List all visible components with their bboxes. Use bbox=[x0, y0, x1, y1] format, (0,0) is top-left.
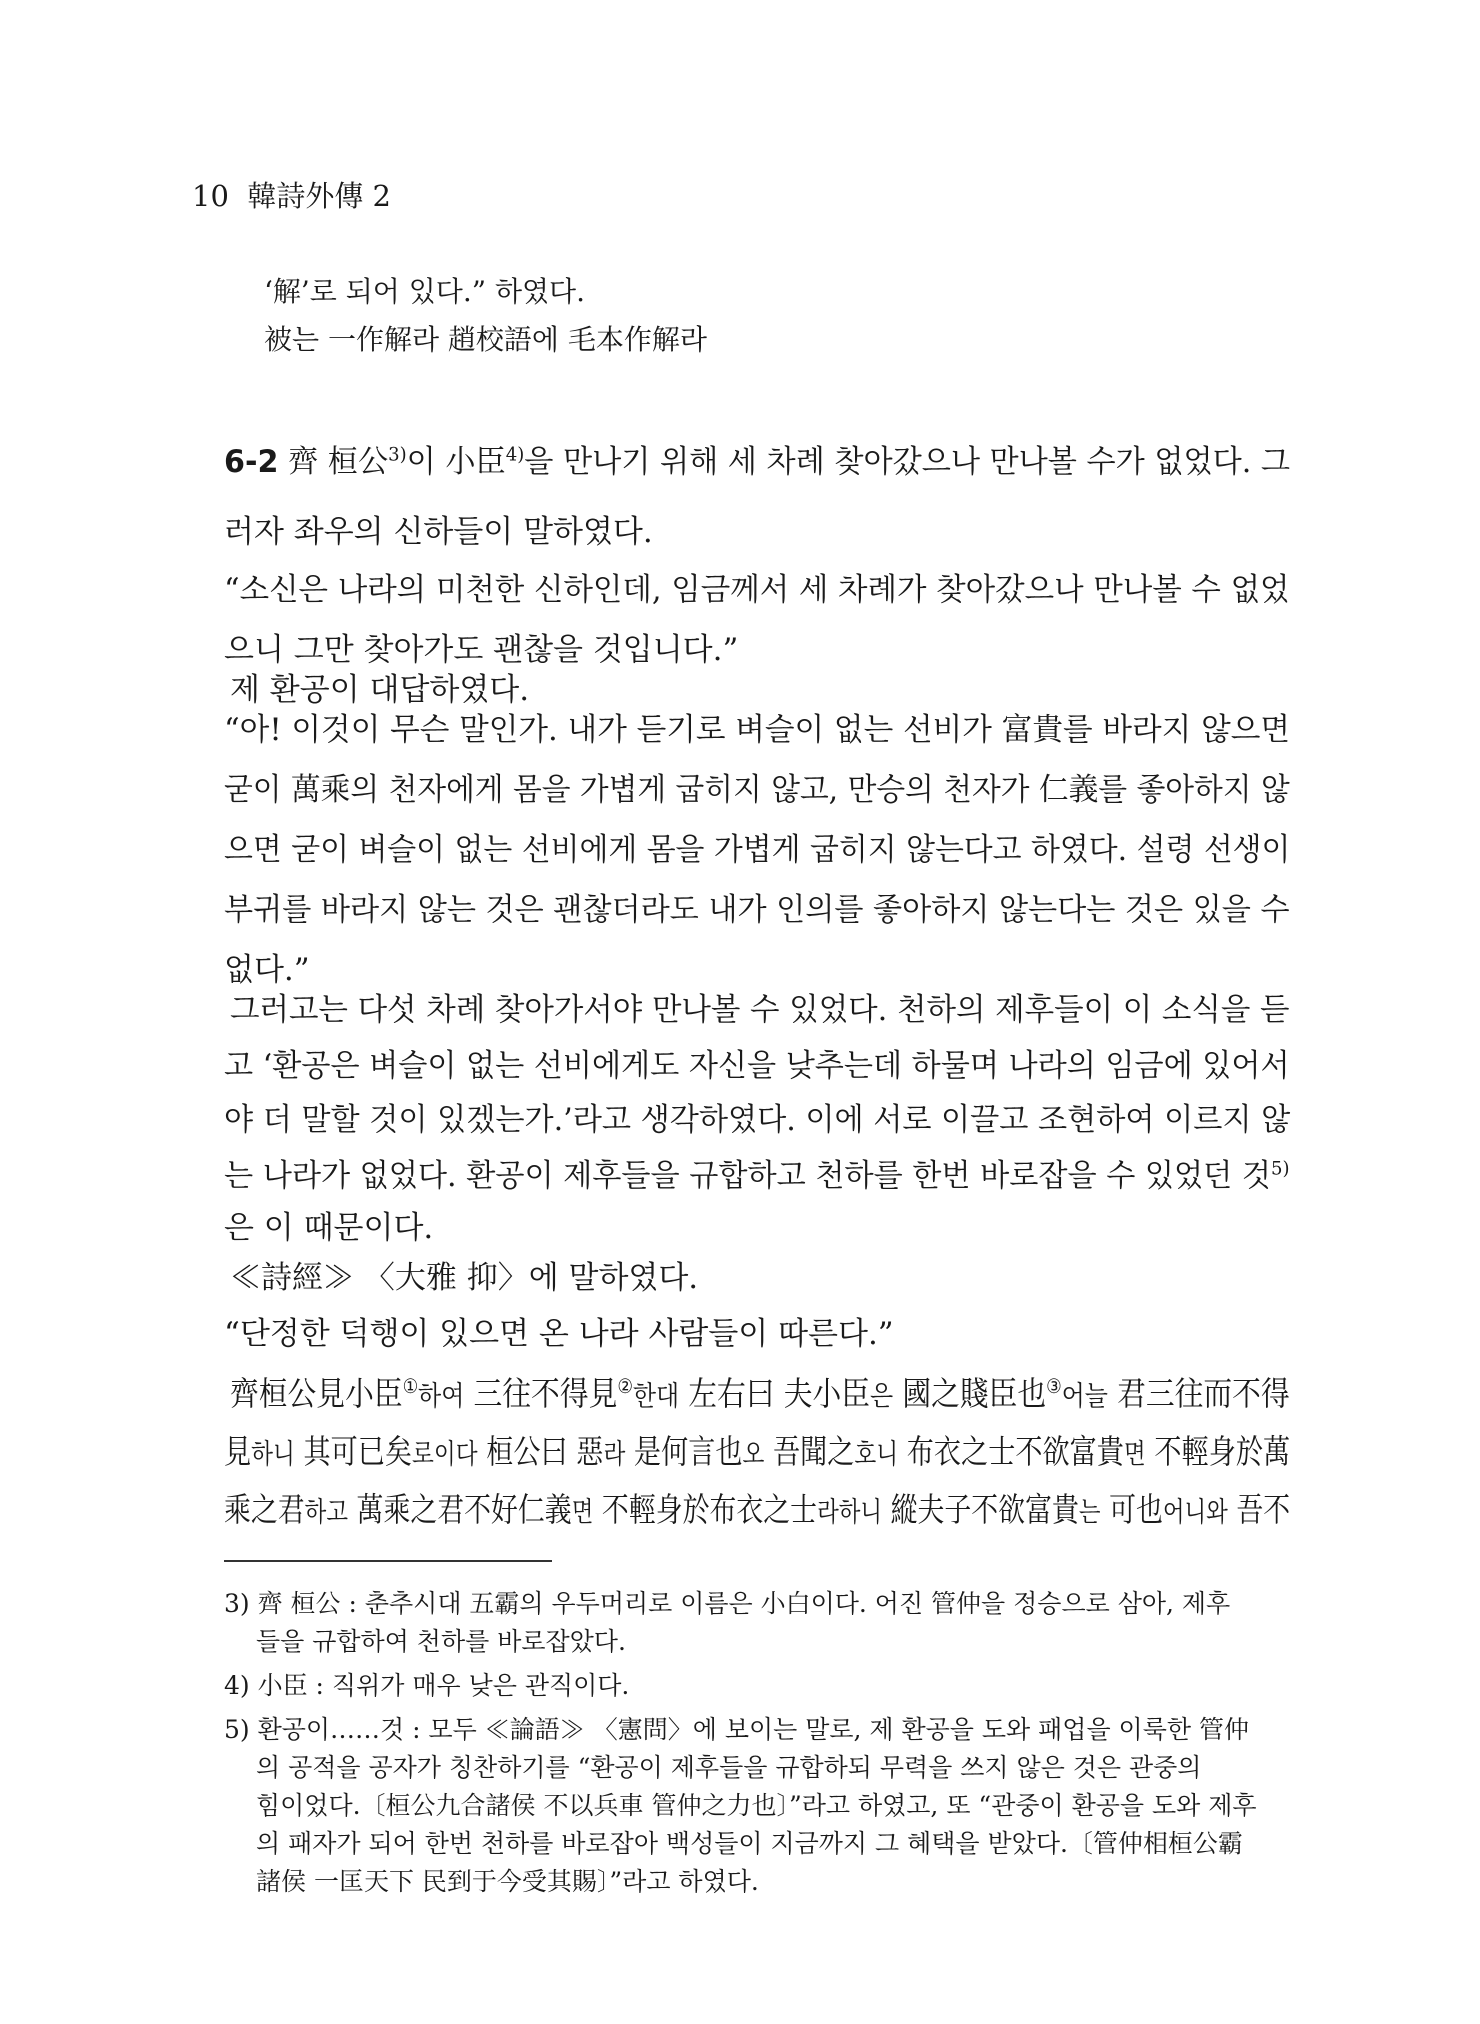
original-text-line: 齊桓公見小臣①하여 三往不得見②한대 左右曰 夫小臣은 國之賤臣也③어늘 君三往而不得 bbox=[230, 1374, 1290, 1413]
footnote-3-cont: 들을 규합하여 천하를 바로잡았다. bbox=[256, 1627, 626, 1656]
quote-line: “단정한 덕행이 있으면 온 나라 사람들이 따른다.” bbox=[224, 1316, 894, 1352]
quote-line: “소신은 나라의 미천한 신하인데, 임금께서 세 차례가 찾아갔으나 만나볼 수 없었 bbox=[224, 572, 1290, 608]
original-text-line: 見하니 其可已矣로이다 桓公曰 惡라 是何言也오 吾聞之호니 布衣之士不欲富貴면 不輕身於萬 bbox=[224, 1432, 1291, 1471]
footnote-5-cont: 의 패자가 되어 한번 천하를 바로잡아 백성들이 지금까지 그 혜택을 받았다.〔管仲相桓公霸 bbox=[256, 1829, 1243, 1858]
footnote-divider bbox=[224, 1560, 552, 1562]
running-header bbox=[192, 176, 391, 216]
footnote-5-cont: 諸侯 一匡天下 民到于今受其賜〕”라고 하였다. bbox=[256, 1867, 759, 1896]
original-text-line: 乘之君하고 萬乘之君不好仁義면 不輕身於布衣之士라하니 縱夫子不欲富貴는 可也어니와 吾不 bbox=[224, 1490, 1291, 1529]
footnote-ref: 3) bbox=[388, 444, 407, 466]
footnote-5-cont: 의 공적을 공자가 칭찬하기를 “환공이 제후들을 규합하되 무력을 쓰지 않은 것은 관중의 bbox=[256, 1753, 1202, 1782]
quote-line: “아! 이것이 무슨 말인가. 내가 듣기로 벼슬이 없는 선비가 富貴를 바라지 않으면 bbox=[224, 712, 1291, 748]
quote-line: 굳이 萬乘의 천자에게 몸을 가볍게 굽히지 않고, 만승의 천자가 仁義를 좋아하지 않 bbox=[224, 772, 1290, 808]
book-title: 韓詩外傳 2 bbox=[247, 179, 392, 213]
previous-note-line: ‘解’로 되어 있다.” 하였다. bbox=[264, 275, 586, 308]
paragraph-line: 고 ‘환공은 벼슬이 없는 선비에게도 자신을 낮추는데 하물며 나라의 임금에 있어서 bbox=[224, 1048, 1290, 1084]
footnote-3: 3) 齊 桓公 : 춘추시대 五霸의 우두머리로 이름은 小白이다. 어진 管仲을 정승으로 삼아, 제후 bbox=[224, 1589, 1231, 1618]
footnote-5-cont: 힘이었다.〔桓公九合諸侯 不以兵車 管仲之力也〕”라고 하였고, 또 “관중이 환공을 도와 제후 bbox=[256, 1791, 1257, 1820]
paragraph-line: 제 환공이 대답하였다. bbox=[230, 672, 530, 708]
footnote-ref: 5) bbox=[1271, 1158, 1290, 1180]
paragraph-line: 야 더 말할 것이 있겠는가.’라고 생각하였다. 이에 서로 이끌고 조현하여 이르지 않 bbox=[224, 1102, 1291, 1138]
paragraph-line: ≪詩經≫ 〈大雅 抑〉에 말하였다. bbox=[230, 1260, 699, 1296]
quote-line: 으면 굳이 벼슬이 없는 선비에게 몸을 가볍게 굽히지 않는다고 하였다. 설령 선생이 bbox=[224, 832, 1291, 868]
page-number: 10 bbox=[192, 179, 229, 213]
paragraph-line: 는 나라가 없었다. 환공이 제후들을 규합하고 천하를 한번 바로잡을 수 있었던 것$^{5)}$ bbox=[224, 1158, 1290, 1194]
quote-line: 부귀를 바라지 않는 것은 괜찮더라도 내가 인의를 좋아하지 않는다는 것은 있을 수 bbox=[224, 892, 1290, 928]
footnote-ref: 4) bbox=[505, 444, 525, 466]
quote-line: 없다.” bbox=[224, 952, 310, 988]
section-number: 6-2 bbox=[224, 444, 279, 480]
paragraph-line: 그러고는 다섯 차례 찾아가서야 만나볼 수 있었다. 천하의 제후들이 이 소식을 듣 bbox=[230, 992, 1290, 1028]
paragraph-line: 6-2 齊 桓公$^{3)}$이 小臣$^{4)}$을 만나기 위해 세 차례 찾아갔으나 만나볼 수가 없었다. 그 bbox=[224, 444, 1290, 480]
quote-line: 으니 그만 찾아가도 괜찮을 것입니다.” bbox=[224, 632, 739, 668]
footnote-4: 4) 小臣 : 직위가 매우 낮은 관직이다. bbox=[224, 1671, 630, 1700]
previous-note-line: 被는 一作解라 趙校語에 毛本作解라 bbox=[264, 323, 707, 356]
paragraph-line: 은 이 때문이다. bbox=[224, 1210, 434, 1246]
paragraph-line: 러자 좌우의 신하들이 말하였다. bbox=[224, 514, 653, 550]
footnote-5: 5) 환공이……것 : 모두 ≪論語≫ 〈憲問〉에 보이는 말로, 제 환공을 도와 패업을 이룩한 管仲 bbox=[224, 1715, 1249, 1744]
